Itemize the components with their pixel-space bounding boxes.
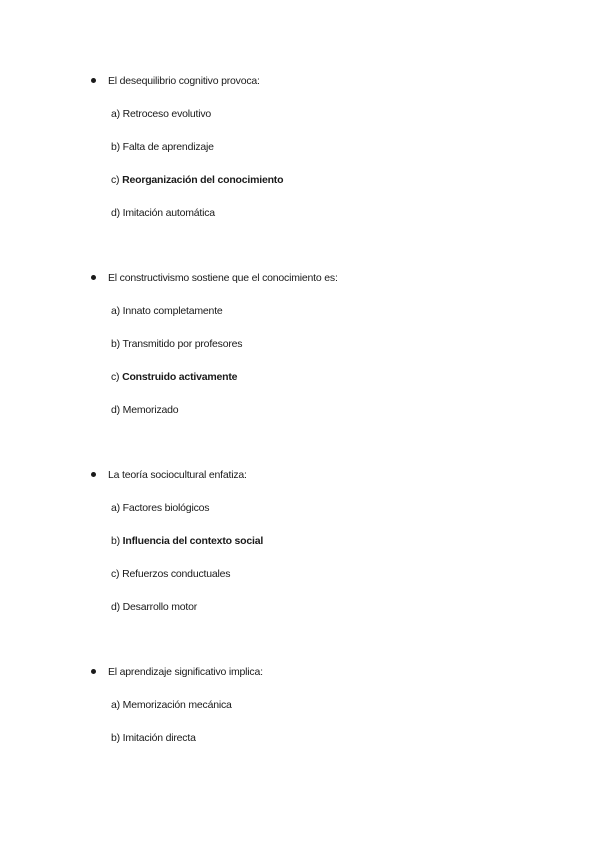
question-3: [91, 468, 571, 614]
bullet-icon: [91, 275, 96, 280]
option-prefix: b): [111, 535, 120, 547]
question-2-option-c: [111, 370, 571, 384]
option-prefix: d): [111, 601, 120, 613]
question-1-option-b: [111, 140, 571, 154]
question-4-option-a: [111, 698, 571, 712]
question-4: [91, 665, 571, 745]
option-text: Falta de aprendizaje: [122, 141, 214, 153]
option-prefix: a): [111, 108, 120, 120]
option-text: Imitación directa: [122, 732, 196, 744]
option-text-correct: Reorganización del conocimiento: [122, 174, 284, 186]
option-text: Transmitido por profesores: [122, 338, 243, 350]
option-prefix: d): [111, 404, 120, 416]
question-2-text: El constructivismo sostiene que el conocimiento es:: [108, 272, 338, 284]
question-4-text: El aprendizaje significativo implica:: [108, 666, 263, 678]
option-prefix: c): [111, 568, 120, 580]
question-3-option-d: [111, 600, 571, 614]
option-text: Imitación automática: [122, 207, 215, 219]
question-1: [91, 74, 571, 220]
question-2-option-d: [111, 403, 571, 417]
option-prefix: b): [111, 338, 120, 350]
option-prefix: b): [111, 141, 120, 153]
option-prefix: a): [111, 699, 120, 711]
option-prefix: d): [111, 207, 120, 219]
question-3-option-b: [111, 534, 571, 548]
option-prefix: a): [111, 305, 120, 317]
question-3-option-a: [111, 501, 571, 515]
question-3-stem: [91, 468, 571, 482]
question-1-option-d: [111, 206, 571, 220]
option-text: Memorizado: [122, 404, 179, 416]
bullet-icon: [91, 669, 96, 674]
option-text: Desarrollo motor: [122, 601, 198, 613]
option-text: Factores biológicos: [122, 502, 210, 514]
option-prefix: c): [111, 174, 120, 186]
option-prefix: c): [111, 371, 120, 383]
question-1-option-c: [111, 173, 571, 187]
option-prefix: a): [111, 502, 120, 514]
option-text-correct: Construido activamente: [122, 371, 238, 383]
question-3-text: La teoría sociocultural enfatiza:: [108, 469, 247, 481]
bullet-icon: [91, 78, 96, 83]
question-2: [91, 271, 571, 417]
question-2-option-b: [111, 337, 571, 351]
option-text: Innato completamente: [122, 305, 223, 317]
question-2-stem: [91, 271, 571, 285]
question-2-option-a: [111, 304, 571, 318]
option-text: Memorización mecánica: [122, 699, 232, 711]
option-text-correct: Influencia del contexto social: [122, 535, 264, 547]
question-3-option-c: [111, 567, 571, 581]
option-text: Retroceso evolutivo: [122, 108, 212, 120]
bullet-icon: [91, 472, 96, 477]
question-4-stem: [91, 665, 571, 679]
question-4-option-b: [111, 731, 571, 745]
question-1-option-a: [111, 107, 571, 121]
question-1-text: El desequilibrio cognitivo provoca:: [108, 75, 260, 87]
option-prefix: b): [111, 732, 120, 744]
option-text: Refuerzos conductuales: [122, 568, 231, 580]
question-1-stem: [91, 74, 571, 88]
